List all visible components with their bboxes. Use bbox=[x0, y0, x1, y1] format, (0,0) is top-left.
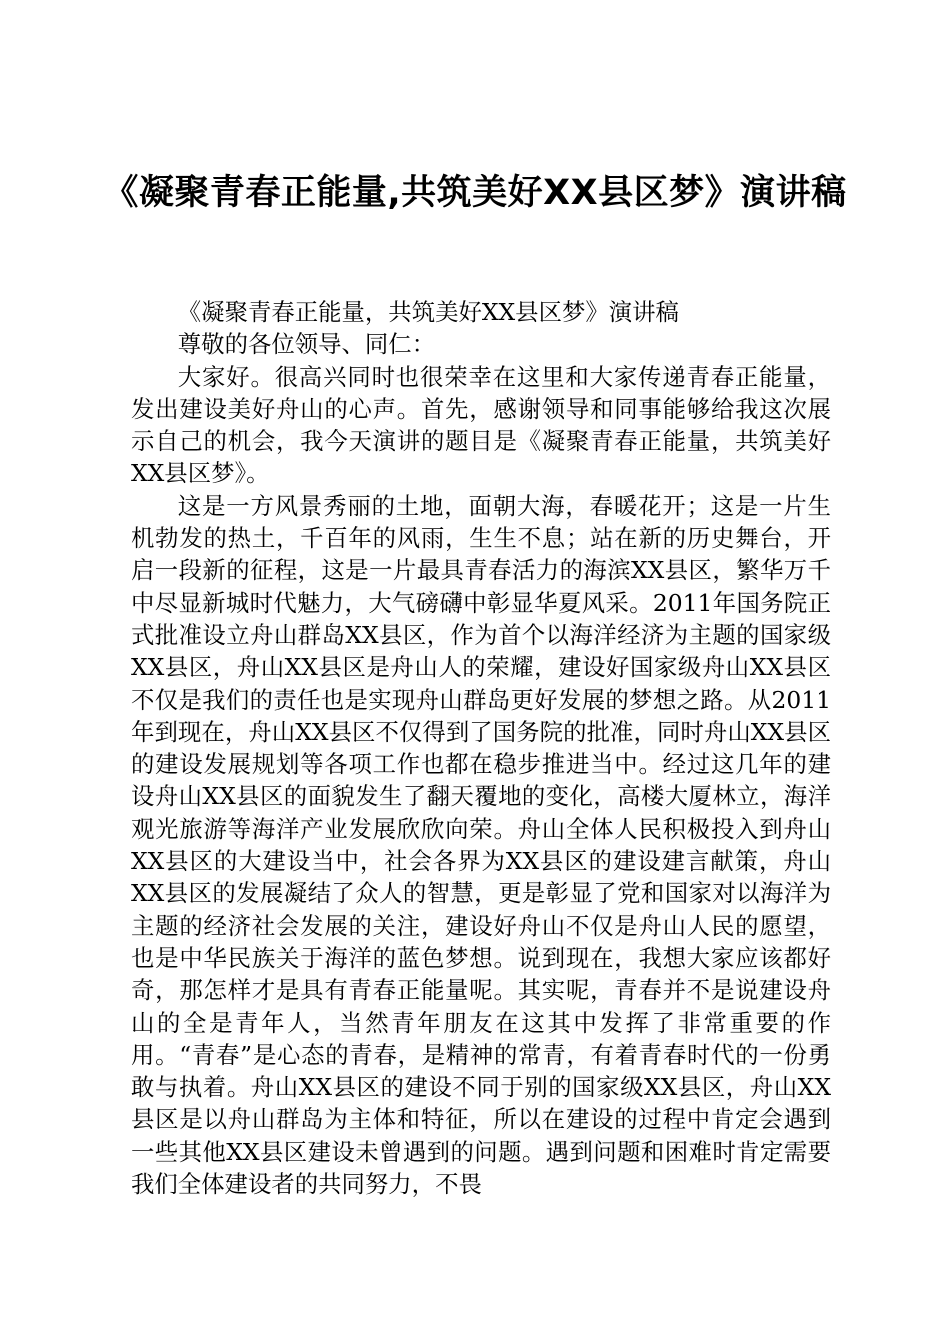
body-paragraph: 这是一方风景秀丽的土地，面朝大海，春暖花开；这是一片生机勃发的热土，千百年的风雨，生生不息；站在新的历史舞台，开启一段新的征程，这是一片最具青春活力的海滨XX县区，繁华万千中尽显新城时代魅力，大气磅礴中彰显华夏风采。2011年国务院正式批准设立舟山群岛XX县区，作为首个以海洋经济为主题的国家级XX县区，舟山XX县区是舟山人的荣耀，建设好国家级舟山XX县区不仅是我们的责任也是实现舟山群岛更好发展的梦想之路。从2011年到现在，舟山XX县区不仅得到了国务院的批准，同时舟山XX县区的建设发展规划等各项工作也都在稳步推进当中。经过这几年的建设舟山XX县区的面貌发生了翻天覆地的变化，高楼大厦林立，海洋观光旅游等海洋产业发展欣欣向荣。舟山全体人民积极投入到舟山XX县区的大建设当中，社会各界为XX县区的建设建言献策，舟山XX县区的发展凝结了众人的智慧，更是彰显了党和国家对以海洋为主题的经济社会发展的关注，建设好舟山不仅是舟山人民的愿望，也是中华民族关于海洋的蓝色梦想。说到现在，我想大家应该都好奇，那怎样才是具有青春正能量呢。其实呢，青春并不是说建设舟山的全是青年人，当然青年朋友在这其中发挥了非常重要的作用。“青春”是心态的青春，是精神的常青，有着青春时代的一份勇敢与执着。舟山XX县区的建设不同于别的国家级XX县区，舟山XX县区是以舟山群岛为主体和特征，所以在建设的过程中肯定会遇到一些其他XX县区建设未曾遇到的问题。遇到问题和困难时肯定需要我们全体建设者的共同努力，不畏 bbox=[131, 491, 831, 1199]
intro-paragraph: 大家好。很高兴同时也很荣幸在这里和大家传递青春正能量，发出建设美好舟山的心声。首先，感谢领导和同事能够给我这次展示自己的机会，我今天演讲的题目是《凝聚青春正能量，共筑美好XX县区梦》。 bbox=[131, 362, 831, 488]
subtitle-paragraph: 《凝聚青春正能量，共筑美好XX县区梦》演讲稿 bbox=[177, 298, 679, 326]
salutation-paragraph: 尊敬的各位领导、同仁： bbox=[177, 330, 436, 359]
document-body bbox=[131, 296, 831, 1200]
document-title: 《凝聚青春正能量,共筑美好XX县区梦》演讲稿 bbox=[103, 173, 847, 213]
